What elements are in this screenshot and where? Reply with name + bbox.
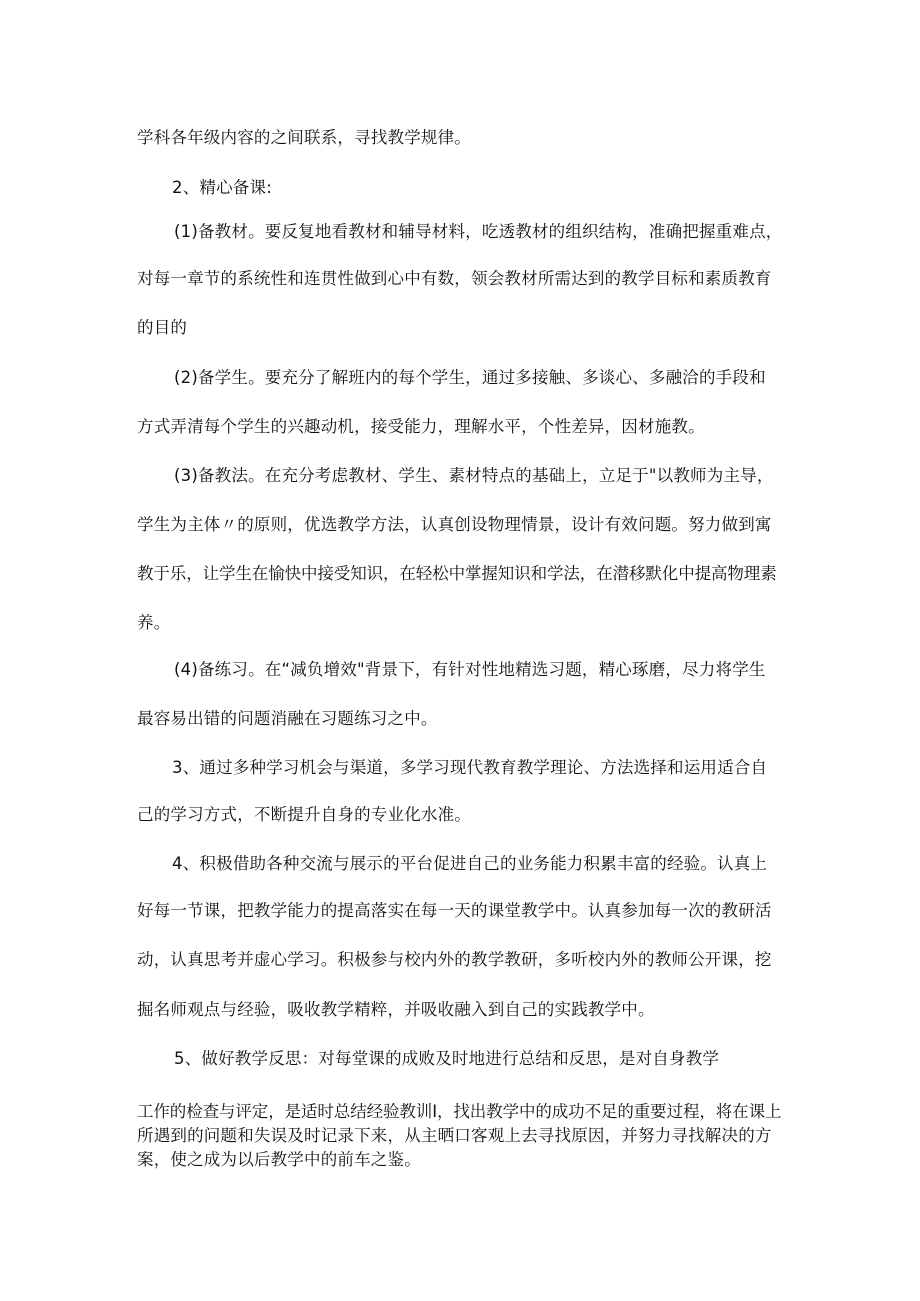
text-line: 所遇到的问题和失误及时记录下来，从主晒口客观上去寻找原因，并努力寻找解决的方: [137, 1126, 772, 1145]
text-line: 对每一章节的系统性和连贯性做到心中有数，领会教材所需达到的教学目标和素质教育: [137, 269, 772, 288]
text-line: 动，认真思考并虚心学习。积极参与校内外的教学教研，多听校内外的教师公开课，挖: [137, 950, 772, 969]
section-heading: 2、精心备课:: [172, 178, 272, 197]
text-line: (1)备教材。要反复地看教材和辅导材料，吃透教材的组织结构，准确把握重难点，: [174, 222, 783, 241]
text-line: 3、通过多种学习机会与渠道，多学习现代教育教学理论、方法选择和运用适合自: [172, 758, 768, 777]
text-line: 4、积极借助各种交流与展示的平台促进自己的业务能力积累丰富的经验。认真上: [172, 854, 768, 873]
text-line: 己的学习方式，不断提升自身的专业化水准。: [137, 805, 471, 824]
text-line: (4)备练习。在“减负增效"背景下，有针对性地精选习题，精心琢磨，尽力将学生: [174, 660, 766, 679]
text-line: 掘名师观点与经验，吸收教学精粹，并吸收融入到自己的实践教学中。: [137, 1000, 655, 1019]
text-line: 养。: [137, 613, 171, 632]
text-line: 工作的检查与评定，是适时总结经验教训Ⅰ，找出教学中的成功不足的重要过程，将在课上: [137, 1102, 782, 1121]
text-line: 的目的: [137, 318, 188, 337]
text-line: 学生为主体〃的原则，优选教学方法，认真创设物理情景，设计有效问题。努力做到寓: [137, 515, 772, 534]
text-line: 方式弄清每个学生的兴趣动机，接受能力，理解水平，个性差异，因材施教。: [137, 417, 705, 436]
text-line: 5、做好教学反思：对每堂课的成败及时地进行总结和反思，是对自身教学: [174, 1049, 720, 1068]
text-line: (3)备教法。在充分考虑教材、学生、素材特点的基础上，立足于"以教师为主导，: [174, 466, 774, 485]
text-line: (2)备学生。要充分了解班内的每个学生，通过多接触、多谈心、多融洽的手段和: [174, 368, 766, 387]
text-line: 案，使之成为以后教学中的前车之鉴。: [137, 1150, 421, 1169]
text-line: 最容易出错的问题消融在习题练习之中。: [137, 709, 438, 728]
text-line: 好每一节课，把教学能力的提高落实在每一天的课堂教学中。认真参加每一次的教研活: [137, 901, 772, 920]
text-line: 教于乐，让学生在愉快中接受知识，在轻松中掌握知识和学法，在潜移默化中提高物理素: [137, 564, 777, 583]
text-line: 学科各年级内容的之间联系，寻找教学规律。: [137, 128, 471, 147]
